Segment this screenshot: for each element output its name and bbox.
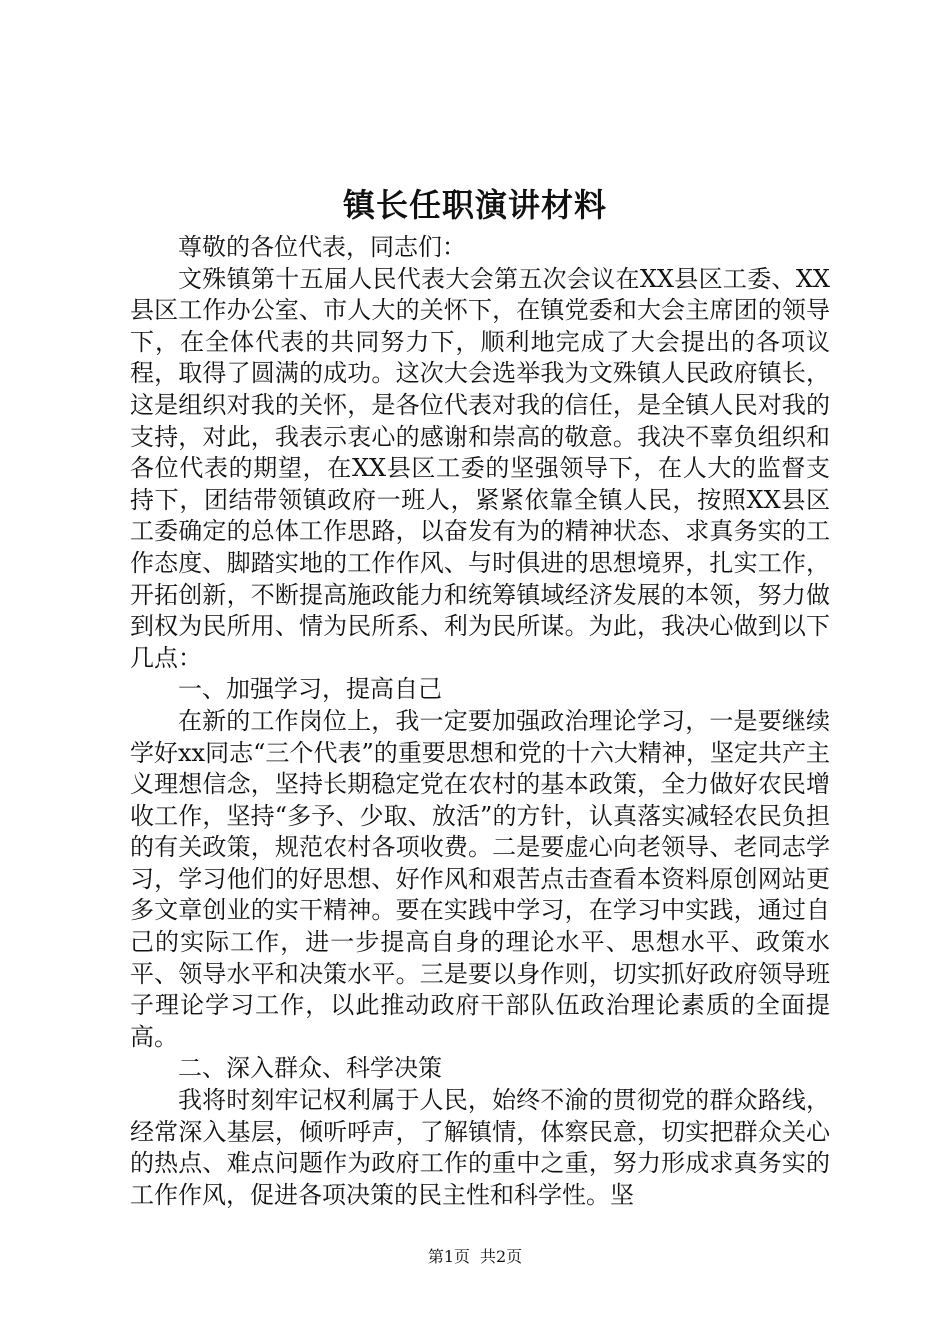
page-total: 共2页 — [480, 1247, 523, 1266]
section-heading-2: 二、深入群众、科学决策 — [178, 1054, 442, 1083]
section-heading-1: 一、加强学习，提高自己 — [178, 675, 442, 704]
document-title: 镇长任职演讲材料 — [342, 186, 607, 224]
greeting: 尊敬的各位代表，同志们： — [178, 233, 466, 261]
paragraph-study: 在新的工作岗位上，我一定要加强政治理论学习，一是要继续学好xx同志“三个代表”的重要思想和党的十六大精神，坚定共产主义理想信念，坚持长期稳定党在农村的基本政策，全力做好农民增收工作，坚持“多予、少取、放活”的方针，认真落实减轻农民负担的有关政策，规范农村各项收费。二是要虚心向老领导、老同志学习，学习他们的好思想、好作风和艰苦点击查看本资料原创网站更多文章创业的实干精神。要在实践中学习，在学习中实践，通过自己的实际工作，进一步提高自身的理论水平、思想水平、政策水平、领导水平和决策水平。三是要以身作则，切实抓好政府领导班子理论学习工作，以此推动政府干部队伍政治理论素质的全面提高。 — [130, 706, 830, 1051]
page-number: 第1页 — [427, 1247, 470, 1266]
page-footer — [0, 1246, 950, 1268]
paragraph-intro: 文殊镇第十五届人民代表大会第五次会议在XX县区工委、XX县区工作办公室、市人大的关怀下，在镇党委和大会主席团的领导下，在全体代表的共同努力下，顺利地完成了大会提出的各项议程，取得了圆满的成功。这次大会选举我为文殊镇人民政府镇长，这是组织对我的关怀，是各位代表对我的信任，是全镇人民对我的支持，对此，我表示衷心的感谢和崇高的敬意。我决不辜负组织和各位代表的期望，在XX县区工委的坚强领导下，在人大的监督支持下，团结带领镇政府一班人，紧紧依靠全镇人民，按照XX县区工委确定的总体工作思路，以奋发有为的精神状态、求真务实的工作态度、脚踏实地的工作作风、与时俱进的思想境界，扎实工作，开拓创新，不断提高施政能力和统筹镇域经济发展的本领，努力做到权为民所用、情为民所系、利为民所谋。为此，我决心做到以下几点： — [130, 264, 830, 672]
document-body — [130, 232, 830, 1211]
paragraph-masses: 我将时刻牢记权利属于人民，始终不渝的贯彻党的群众路线，经常深入基层，倾听呼声，了解镇情，体察民意，切实把群众关心的热点、难点问题作为政府工作的重中之重，努力形成求真务实的工作作风，促进各项决策的民主性和科学性。坚 — [130, 1086, 830, 1209]
